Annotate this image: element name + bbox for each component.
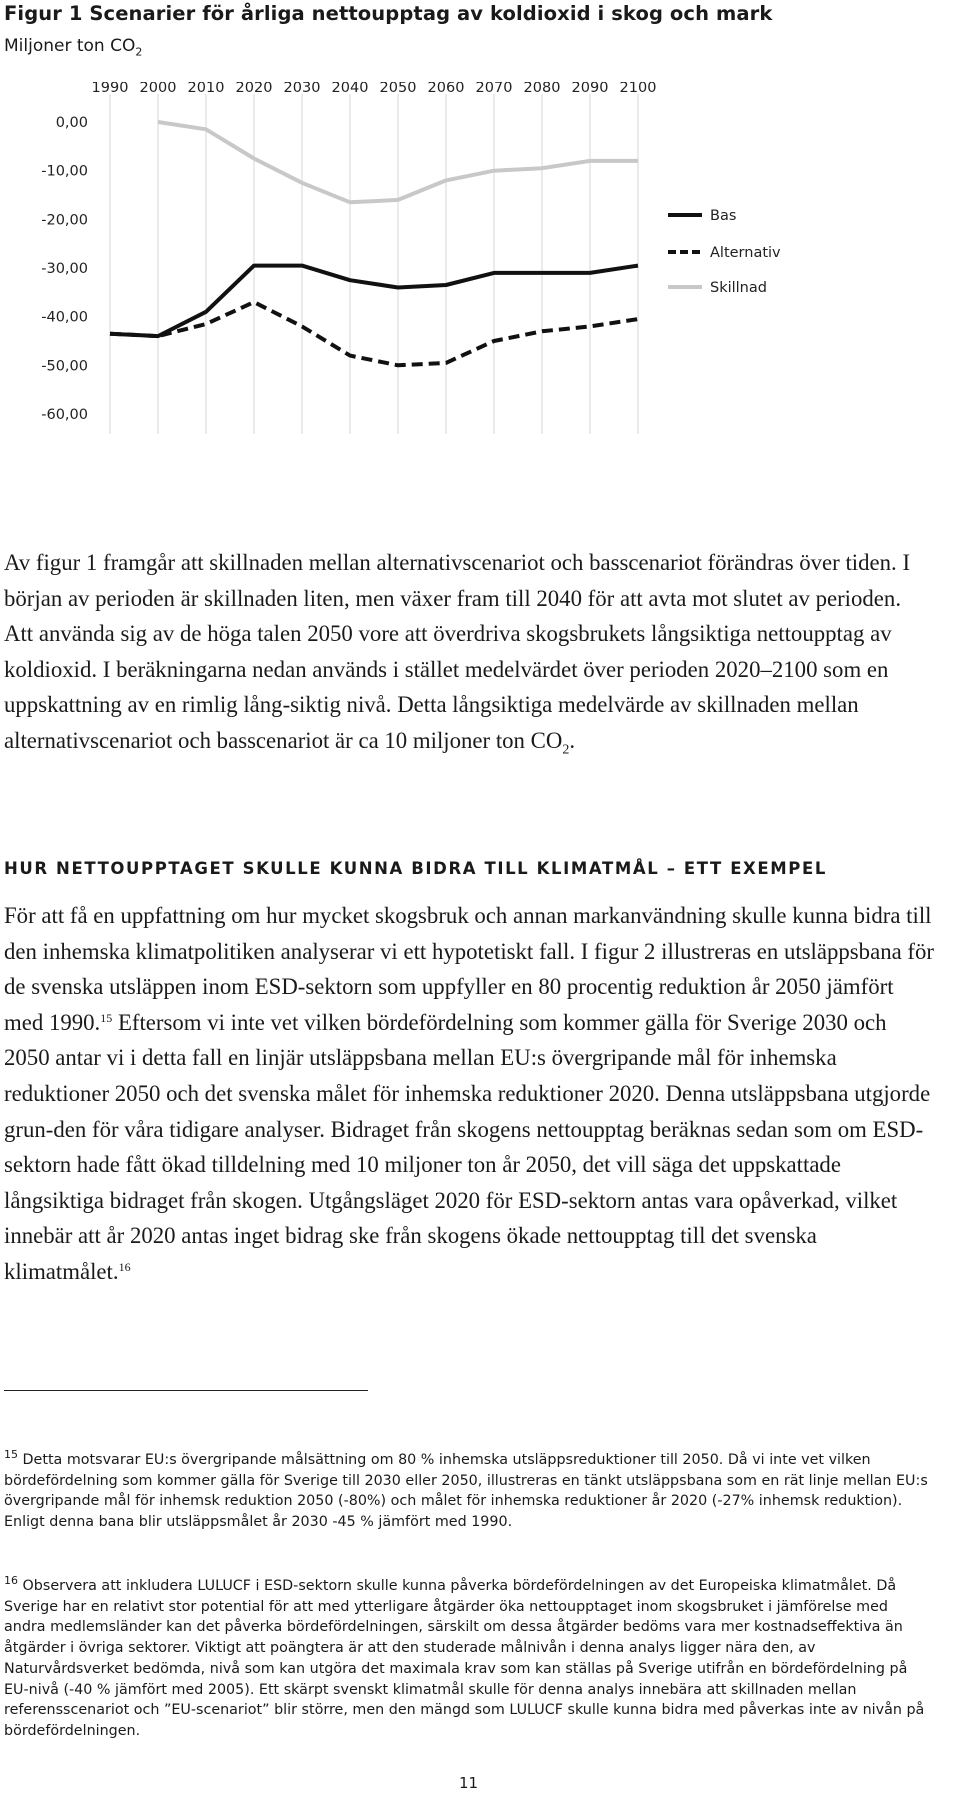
x-tick-label: 2040 <box>331 82 369 96</box>
x-tick-label: 2100 <box>619 82 657 96</box>
figure-unit-label: Miljoner ton $CO_2$ <box>4 36 143 59</box>
y-tick-label: -10,00 <box>41 163 88 180</box>
footnote-ref-16[interactable]: 16 <box>118 1259 131 1274</box>
y-tick-label: -50,00 <box>41 358 88 375</box>
chart-background <box>40 82 960 512</box>
legend-label-bas: Bas <box>710 208 737 224</box>
y-tick-label: -40,00 <box>41 309 88 326</box>
y-tick-label: -30,00 <box>41 261 88 277</box>
x-tick-label: 2000 <box>139 82 177 96</box>
legend-label-skillnad: Skillnad <box>710 280 767 296</box>
footnote-15: $^{15}$ Detta motsvarar EU:s övergripande målsättning om 80 % inhemska utsläppsreduktioner till 2050. Då vi inte vet vilken bördefördelning som kommer gälla för Sverige till 2030 eller 2050, illustreras en tänkt utsläppsbana som en rät linje mellan EU:s övergripande mål för inhemsk reduktion 2050 (-80%) och målet för inhemska reduktioner år 2020 (-27% inhemsk reduktion). Enligt denna bana blir utsläppsmålet år 2030 -45 % jämfört med 1990. <box>4 1448 928 1531</box>
footnote-divider <box>4 1390 368 1391</box>
y-tick-label: -20,00 <box>41 212 88 229</box>
x-tick-label: 2020 <box>235 82 273 96</box>
paragraph-figure-discussion: Av figur 1 framgår att skillnaden mellan alternativscenariot och basscenariot förändras över tiden. I början av perioden är skillnaden liten, men växer fram till 2040 för att avta mot slutet av perioden. Att använda sig av de höga talen 2050 vore att överdriva skogsbrukets långsiktiga nettoupptag av koldioxid. I beräkningarna nedan används i stället medelvärdet över perioden 2020–2100 som en uppskattning av en rimlig lång-siktig nivå. Detta långsiktiga medelvärde av skillnaden mellan alternativscenariot och basscenariot är ca 10 miljoner ton $CO_2$. <box>4 550 911 758</box>
footnote-ref-15[interactable]: 15 <box>100 1010 113 1025</box>
x-tick-label: 2060 <box>427 82 465 96</box>
x-tick-label: 1990 <box>91 82 129 96</box>
x-tick-label: 2050 <box>379 82 417 96</box>
x-tick-label: 2080 <box>523 82 561 96</box>
x-tick-label: 2010 <box>187 82 225 96</box>
section-heading: HUR NETTOUPPTAGET SKULLE KUNNA BIDRA TILL KLIMATMÅL – ETT EXEMPEL <box>4 859 827 878</box>
x-tick-label: 2070 <box>475 82 513 96</box>
figure-title: Figur 1 Scenarier för årliga nettoupptag av koldioxid i skog och mark <box>4 2 773 25</box>
y-tick-label: 0,00 <box>55 115 88 131</box>
x-tick-label: 2090 <box>571 82 609 96</box>
x-tick-label: 2030 <box>283 82 321 96</box>
line-chart <box>40 82 960 512</box>
legend-label-alternativ: Alternativ <box>710 245 781 261</box>
page-number: 11 <box>459 1774 479 1792</box>
y-tick-label: -60,00 <box>41 407 88 423</box>
paragraph-example: För att få en uppfattning om hur mycket skogsbruk och annan markanvändning skulle kunna bidra till den inhemska klimatpolitiken analyserar vi ett hypotetiskt fall. I figur 2 illustreras en utsläppsbana för de svenska utsläppen inom ESD-sektorn som uppfyller en 80 procentig reduktion år 2050 jämfört med 1990.15 Eftersom vi inte vet vilken bördefördelning som kommer gälla för Sverige 2030 och 2050 antar vi i detta fall en linjär utsläppsbana mellan EU:s övergripande mål för inhemska reduktioner 2050 och det svenska målet för inhemska reduktioner 2020. Denna utsläppsbana utgjorde grun-den för våra tidigare analyser. Bidraget från skogens nettoupptag beräknas sedan som om ESD-sektorn hade fått ökad tilldelning med 10 miljoner ton år 2050, det vill säga det uppskattade långsiktiga bidraget från skogen. Utgångsläget 2020 för ESD-sektorn antas vara opåverkad, vilket innebär att år 2020 antas inget bidrag ske från skogens ökade nettoupptag till det svenska klimatmålet.$^{16}$ <box>4 903 934 1284</box>
footnote-16: $^{16}$ Observera att inkludera LULUCF i ESD-sektorn skulle kunna påverka bördefördelningen av det Europeiska klimatmålet. Då Sverige har en relativt stor potential för att med ytterligare åtgärder öka nettoupptaget inom skogsbruket i jämförelse med andra medlemsländer kan det påverka bördefördelningen, särskilt om dessa åtgärder bedöms vara mer kostnadseffektiva än åtgärder i övriga sektorer. Viktigt att poängtera är att den studerade målnivån i denna analys ligger nära den, av Naturvårdsverket bedömda, nivå som kan utgöra det maximala krav som kan ställas på Sverige utifrån en bördefördelning på EU-nivå (-40 % jämfört med 2005). Ett skärpt svenskt klimatmål skulle för denna analys innebära att skillnaden mellan referensscenariot och ”EU-scenariot” blir större, men den mängd som LULUCF skulle kunna bidra med påverkas inte av nivån på bördefördelningen. <box>4 1574 925 1739</box>
